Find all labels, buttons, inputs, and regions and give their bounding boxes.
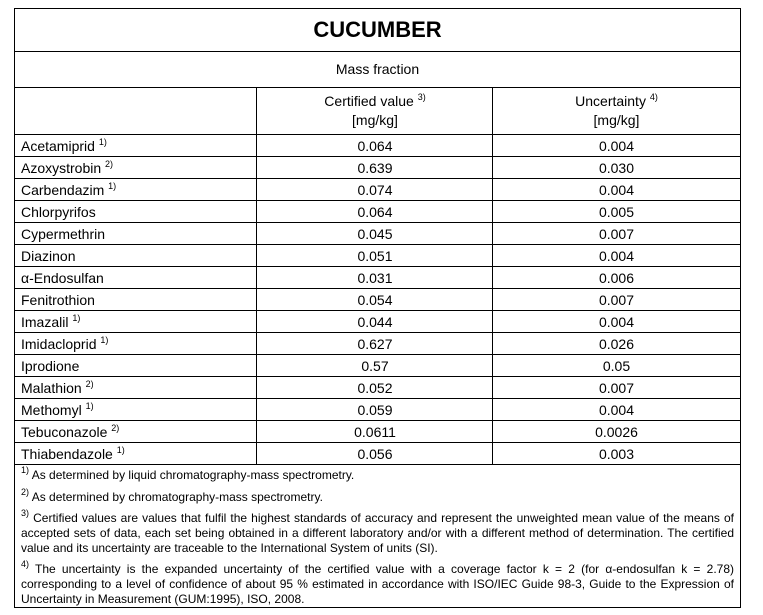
method-footnote-mark: 1) xyxy=(85,401,94,411)
compound-name-text: Tebuconazole xyxy=(21,424,108,440)
footnote-3 xyxy=(21,508,734,556)
uncertainty-cell: 0.006 xyxy=(598,270,635,286)
compound-name xyxy=(21,443,125,465)
compound-name xyxy=(21,377,94,399)
uncertainty-cell: 0.004 xyxy=(598,182,635,198)
compound-name-text: Methomyl xyxy=(21,402,82,418)
compound-name-text: Imidacloprid xyxy=(21,336,97,352)
uncertainty-footnote-mark: 4) xyxy=(649,92,658,102)
footnote-1-text: As determined by liquid chromatography-mass spectrometry. xyxy=(31,468,355,482)
header-certified-value xyxy=(257,87,493,135)
method-footnote-mark: 1) xyxy=(108,181,117,191)
uncertainty-cell: 0.007 xyxy=(598,292,635,308)
uncertainty-cell: 0.004 xyxy=(598,138,635,154)
method-footnote-mark: 2) xyxy=(111,423,120,433)
uncertainty-cell: 0.007 xyxy=(598,226,635,242)
method-footnote-mark: 1) xyxy=(116,445,125,455)
compound-name-text: Thiabendazole xyxy=(21,446,113,462)
certified-value-cell: 0.627 xyxy=(357,336,393,352)
certified-value-cell: 0.044 xyxy=(357,314,393,330)
footnote-3-mark: 3) xyxy=(21,508,30,518)
table-row xyxy=(15,443,740,465)
certified-value-label: Certified value xyxy=(324,93,414,109)
footnote-4-mark: 4) xyxy=(21,559,30,569)
compound-name-text: Azoxystrobin xyxy=(21,160,102,176)
method-footnote-mark: 2) xyxy=(85,379,94,389)
column-divider-1 xyxy=(256,87,257,465)
certified-value-cell: 0.031 xyxy=(357,270,393,286)
compound-name xyxy=(21,201,96,223)
compound-name-text: Acetamiprid xyxy=(21,138,95,154)
uncertainty-cell: 0.005 xyxy=(598,204,635,220)
footnote-2-text: As determined by chromatography-mass spectrometry. xyxy=(31,490,323,504)
compound-name xyxy=(21,399,94,421)
compound-name-text: Carbendazim xyxy=(21,182,105,198)
method-footnote-mark: 1) xyxy=(98,137,107,147)
table-row xyxy=(15,135,740,157)
compound-name-text: Imazalil xyxy=(21,314,69,330)
footnote-2 xyxy=(21,487,734,505)
header-blank-cell xyxy=(15,87,257,135)
compound-name xyxy=(21,421,119,443)
certified-value-cell: 0.051 xyxy=(357,248,393,264)
table-row xyxy=(15,377,740,399)
certified-value-cell: 0.064 xyxy=(357,138,393,154)
table-row xyxy=(15,223,740,245)
compound-name xyxy=(21,355,79,377)
uncertainty-cell: 0.0026 xyxy=(595,424,638,440)
table-row xyxy=(15,421,740,443)
table-row xyxy=(15,355,740,377)
table-row xyxy=(15,267,740,289)
compound-name xyxy=(21,311,80,333)
compound-name xyxy=(21,333,108,355)
table-row xyxy=(15,311,740,333)
certified-value-cell: 0.0611 xyxy=(354,424,396,440)
method-footnote-mark: 1) xyxy=(100,335,109,345)
table-row xyxy=(15,245,740,267)
compound-name-text: Diazinon xyxy=(21,248,76,264)
certified-value-cell: 0.074 xyxy=(357,182,393,198)
column-divider-2 xyxy=(492,87,493,465)
compound-name xyxy=(21,223,105,245)
footnote-2-mark: 2) xyxy=(21,487,30,497)
uncertainty-cell: 0.004 xyxy=(598,402,635,418)
compound-name xyxy=(21,157,113,179)
table-row xyxy=(15,289,740,311)
compound-name xyxy=(21,289,95,311)
certified-value-cell: 0.059 xyxy=(357,402,393,418)
certificate-table xyxy=(14,8,741,608)
compound-name xyxy=(21,267,104,289)
table-row xyxy=(15,179,740,201)
table-row xyxy=(15,333,740,355)
certified-value-cell: 0.052 xyxy=(357,380,393,396)
compound-name-text: Iprodione xyxy=(21,358,80,374)
compound-name-text: Malathion xyxy=(21,380,82,396)
certified-value-cell: 0.064 xyxy=(357,204,393,220)
table-row xyxy=(15,157,740,179)
table-row xyxy=(15,201,740,223)
certified-value-cell: 0.056 xyxy=(357,446,393,462)
footnote-3-text: Certified values are values that fulfil the highest standards of accuracy and represent the unweighted mean value of the means of accepted sets of data, each set being obtained in a different laboratory and/or with a different method of determination. The certified value and its uncertainty are traceable to the International System of units (SI). xyxy=(21,511,734,555)
mass-fraction-heading: Mass fraction xyxy=(15,51,740,88)
uncertainty-cell: 0.003 xyxy=(598,446,635,462)
header-uncertainty xyxy=(493,87,740,135)
certified-value-cell: 0.639 xyxy=(357,160,393,176)
compound-name xyxy=(21,179,116,201)
uncertainty-label: Uncertainty xyxy=(575,93,646,109)
compound-name xyxy=(21,135,107,157)
footnote-1-mark: 1) xyxy=(21,465,30,475)
compound-name-text: Cypermethrin xyxy=(21,226,106,242)
table-row xyxy=(15,399,740,421)
uncertainty-cell: 0.004 xyxy=(598,314,635,330)
uncertainty-cell: 0.004 xyxy=(598,248,635,264)
footnote-1 xyxy=(21,465,734,483)
uncertainty-cell: 0.05 xyxy=(602,358,631,374)
certified-value-cell: 0.57 xyxy=(361,358,389,374)
certified-value-unit: [mg/kg] xyxy=(352,112,398,128)
table-title: CUCUMBER xyxy=(15,9,740,52)
footnote-4 xyxy=(21,559,734,607)
method-footnote-mark: 1) xyxy=(72,313,81,323)
compound-name-text: Chlorpyrifos xyxy=(21,204,96,220)
uncertainty-unit: [mg/kg] xyxy=(593,112,640,128)
footnote-4-text: The uncertainty is the expanded uncertainty of the certified value with a coverage factor k = 2 (for α-endosulfan k = 2.78) corresponding to a level of confidence of about 95 % estimated in accordance with ISO/IEC Guide 98-3, Guide to the Expression of Uncertainty in Measurement (GUM:1995), ISO, 2008. xyxy=(21,562,734,606)
compound-name-text: α-Endosulfan xyxy=(21,270,104,286)
uncertainty-cell: 0.030 xyxy=(598,160,635,176)
compound-name-text: Fenitrothion xyxy=(21,292,95,308)
uncertainty-cell: 0.026 xyxy=(598,336,635,352)
method-footnote-mark: 2) xyxy=(105,159,114,169)
compound-name xyxy=(21,245,75,267)
certified-value-footnote-mark: 3) xyxy=(417,92,426,102)
uncertainty-cell: 0.007 xyxy=(598,380,635,396)
certified-value-cell: 0.045 xyxy=(357,226,393,242)
certified-value-cell: 0.054 xyxy=(357,292,393,308)
